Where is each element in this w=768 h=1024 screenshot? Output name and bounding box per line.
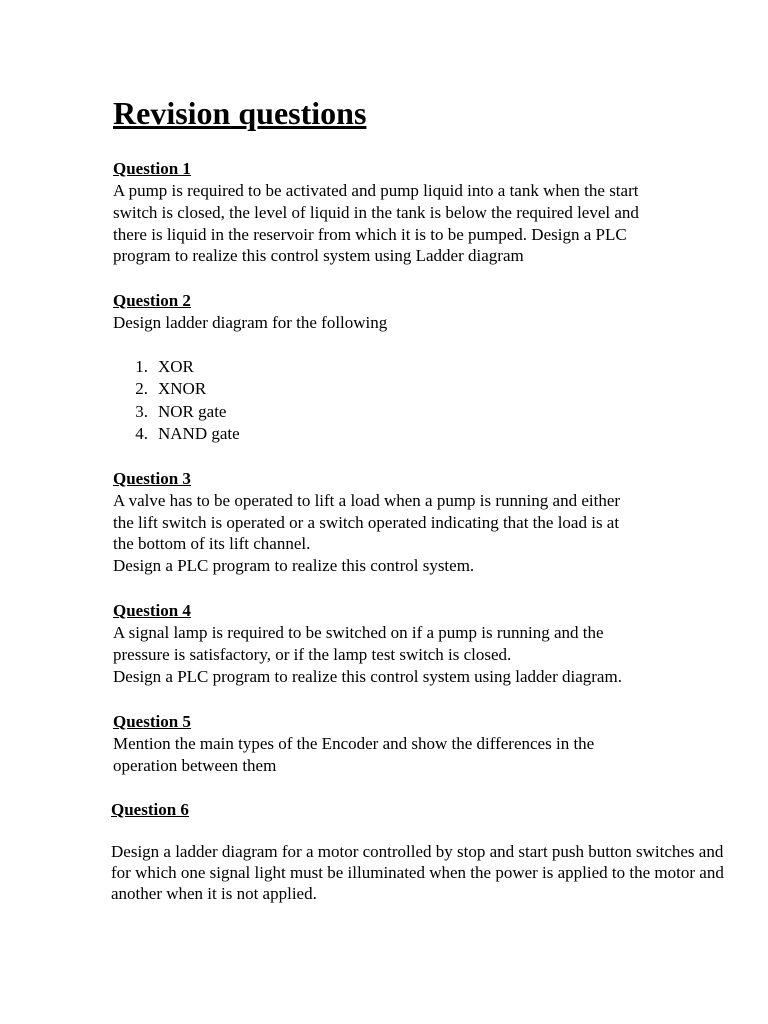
question-4-heading: Question 4 bbox=[113, 601, 191, 620]
question-5-text-line: operation between them bbox=[113, 756, 277, 775]
list-item: NOR gate bbox=[158, 402, 227, 421]
question-6-text-line: another when it is not applied. bbox=[111, 884, 317, 903]
question-3-text-line: Design a PLC program to realize this control system. bbox=[113, 556, 475, 575]
question-4-text-line: pressure is satisfactory, or if the lamp test switch is closed. bbox=[113, 645, 512, 664]
question-6-heading: Question 6 bbox=[111, 800, 189, 819]
question-3-heading: Question 3 bbox=[113, 469, 191, 488]
list-item: XOR bbox=[158, 357, 194, 376]
question-1-text-line: A pump is required to be activated and pump liquid into a tank when the start bbox=[113, 181, 639, 200]
question-5-text-line: Mention the main types of the Encoder and show the differences in the bbox=[113, 734, 595, 753]
question-6-text-line: for which one signal light must be illuminated when the power is applied to the motor and bbox=[111, 863, 724, 882]
question-1-heading: Question 1 bbox=[113, 159, 191, 178]
list-item-number: 4. bbox=[135, 424, 148, 443]
list-item-number: 2. bbox=[135, 379, 148, 398]
list-item-number: 3. bbox=[135, 402, 148, 421]
list-item: XNOR bbox=[158, 379, 207, 398]
question-5-heading: Question 5 bbox=[113, 712, 191, 731]
question-2-text-line: Design ladder diagram for the following bbox=[113, 313, 388, 332]
question-3-text-line: the bottom of its lift channel. bbox=[113, 534, 311, 553]
question-1-text-line: there is liquid in the reservoir from which it is to be pumped. Design a PLC bbox=[113, 225, 627, 244]
question-4-text-line: A signal lamp is required to be switched on if a pump is running and the bbox=[113, 623, 604, 642]
list-item-number: 1. bbox=[135, 357, 148, 376]
list-item: NAND gate bbox=[158, 424, 240, 443]
question-3-text-line: the lift switch is operated or a switch operated indicating that the load is at bbox=[113, 513, 620, 532]
question-2-heading: Question 2 bbox=[113, 291, 191, 310]
question-4-text-line: Design a PLC program to realize this control system using ladder diagram. bbox=[113, 667, 622, 686]
question-1-text-line: program to realize this control system using Ladder diagram bbox=[113, 246, 524, 265]
question-3-text-line: A valve has to be operated to lift a load when a pump is running and either bbox=[113, 491, 621, 510]
question-6-text-line: Design a ladder diagram for a motor controlled by stop and start push button switches and bbox=[111, 842, 724, 861]
question-1-text-line: switch is closed, the level of liquid in the tank is below the required level and bbox=[113, 203, 639, 222]
page-title: Revision questions bbox=[113, 95, 367, 131]
